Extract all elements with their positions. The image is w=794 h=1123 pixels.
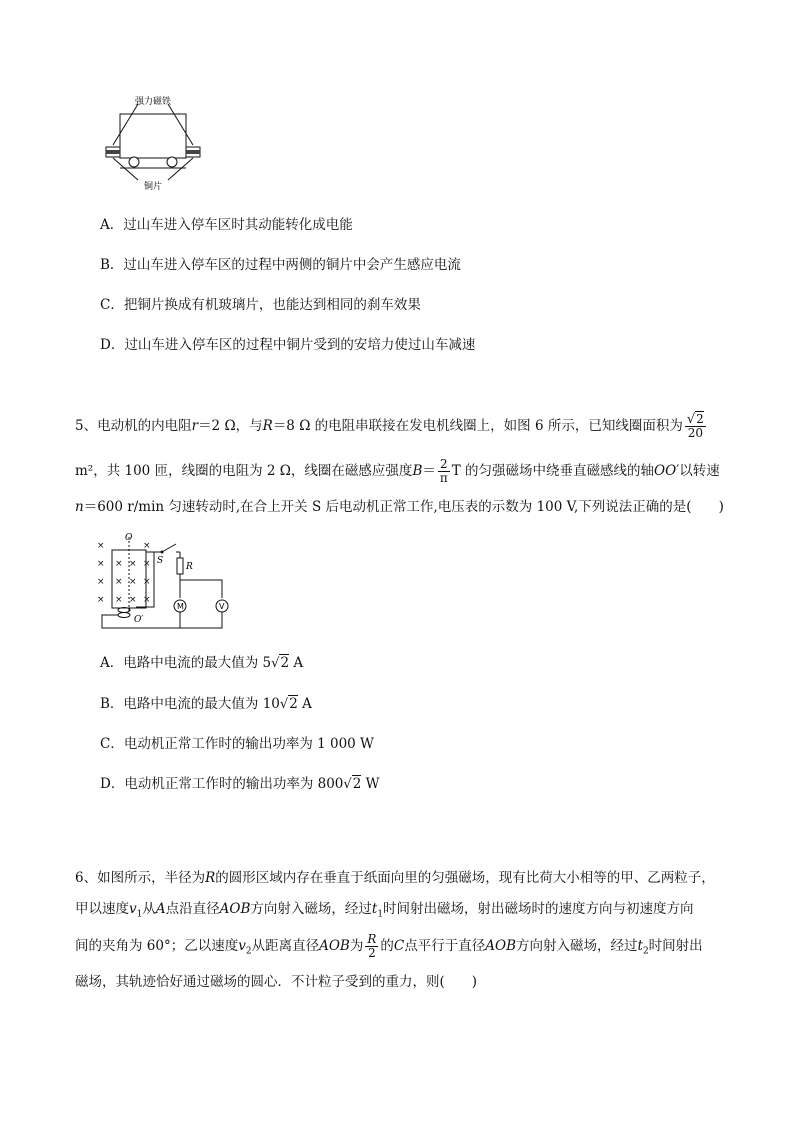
q5-option-a: A．电路中电流的最大值为 5√2 A bbox=[100, 655, 304, 671]
q4-option-c: C．把铜片换成有机玻璃片，也能达到相同的刹车效果 bbox=[100, 297, 421, 313]
q4-option-a: A．过山车进入停车区时其动能转化成电能 bbox=[100, 217, 353, 233]
svg-text:×: × bbox=[97, 541, 105, 551]
svg-text:×: × bbox=[143, 577, 151, 587]
q4-option-d: D．过山车进入停车区的过程中铜片受到的安培力使过山车减速 bbox=[100, 337, 476, 353]
roller-coaster-figure bbox=[100, 92, 210, 192]
svg-text:×: × bbox=[97, 595, 105, 605]
axis-o-top: O bbox=[125, 533, 133, 543]
resistor-label: R bbox=[186, 562, 193, 572]
q4-option-b: B．过山车进入停车区的过程中两侧的铜片中会产生感应电流 bbox=[100, 257, 461, 273]
svg-text:×: × bbox=[115, 577, 123, 587]
svg-text:×: × bbox=[143, 559, 151, 569]
q5-option-c: C．电动机正常工作时的输出功率为 1 000 W bbox=[100, 736, 374, 752]
svg-text:×: × bbox=[143, 541, 151, 551]
magnet-label: 强力磁铁 bbox=[134, 97, 172, 107]
svg-text:×: × bbox=[97, 559, 105, 569]
q6-stem-line3: 间的夹角为 60°；乙以速度$v_2$从距离直径AOB为 $\frac{R}{2}$ 的C点平行于直径AOB方向射入磁场，经过$t_2$时间射出 bbox=[75, 932, 703, 960]
q5-stem-line1: 5、电动机的内电阻r＝2 Ω，与R＝8 Ω 的电阻串联接在发电机线圈上，如图 6 所示，已知线圈面积为 $\frac{√2}{20}$ bbox=[75, 412, 704, 440]
svg-text:×: × bbox=[129, 595, 137, 605]
q6-stem-line1: 6、如图所示，半径为R的圆形区域内存在垂直于纸面向里的匀强磁场，现有比荷大小相等的甲、乙两粒子， bbox=[75, 870, 715, 886]
switch-label: S bbox=[157, 556, 164, 566]
q5-stem-line2: m²，共 100 匝，线圈的电阻为 2 Ω，线圈在磁感应强度B＝ $\frac{2}{\pi}$ T 的匀强磁场中绕垂直磁感线的轴OO′以转速 bbox=[75, 457, 720, 485]
svg-text:×: × bbox=[115, 595, 123, 605]
svg-text:×: × bbox=[97, 577, 105, 587]
motor-label: M bbox=[177, 602, 184, 611]
svg-text:×: × bbox=[129, 577, 137, 587]
svg-text:×: × bbox=[129, 559, 137, 569]
copper-label: 铜片 bbox=[143, 182, 163, 192]
r-half-fraction: $\frac{R}{2}$ bbox=[367, 932, 377, 960]
area-fraction: $\frac{√2}{20}$ bbox=[686, 412, 704, 440]
axis-o-bottom: O′ bbox=[134, 615, 144, 625]
generator-circuit-figure bbox=[92, 532, 232, 632]
q5-option-b: B．电路中电流的最大值为 10√2 A bbox=[100, 696, 312, 712]
q6-stem-line4: 磁场，其轨迹恰好通过磁场的圆心．不计粒子受到的重力，则( ) bbox=[75, 974, 478, 990]
svg-text:×: × bbox=[143, 595, 151, 605]
svg-text:×: × bbox=[115, 559, 123, 569]
b-fraction: $\frac{2}{\pi}$ bbox=[439, 457, 448, 485]
voltmeter-label: V bbox=[219, 602, 225, 611]
q6-stem-line2: 甲以速度$v_1$从A点沿直径AOB方向射入磁场，经过$t_1$时间射出磁场，射出磁场时的速度方向与初速度方向 bbox=[75, 901, 694, 920]
q5-option-d: D．电动机正常工作时的输出功率为 800√2 W bbox=[100, 776, 380, 792]
q5-stem-line3: n＝600 r/min 匀速转动时,在合上开关 S 后电动机正常工作,电压表的示数为 100 V,下列说法正确的是( ) bbox=[75, 499, 724, 515]
